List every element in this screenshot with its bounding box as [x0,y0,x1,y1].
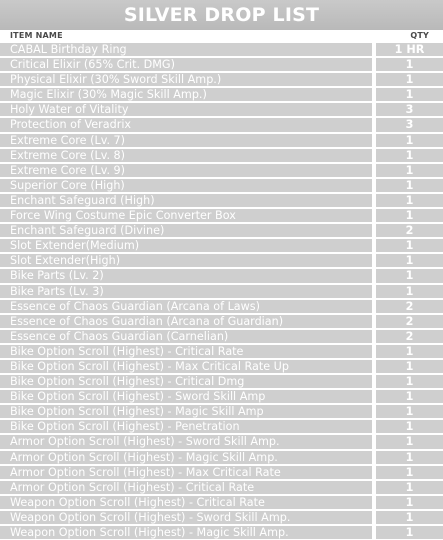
item-qty-cell [376,239,443,252]
item-qty: 1 [405,420,414,434]
item-qty: 1 [405,405,414,419]
item-name-cell [0,511,372,524]
item-name: Weapon Option Scroll (Highest) - Sword Skill Amp. [10,510,291,524]
item-qty-cell [376,118,443,131]
item-name-cell [0,526,372,539]
list-item [0,299,443,314]
item-qty-cell [376,405,443,418]
item-name: Armor Option Scroll (Highest) - Max Critical Rate [10,465,281,479]
item-name-cell [0,360,372,373]
item-name: Bike Option Scroll (Highest) - Sword Skill Amp [10,390,266,404]
item-qty: 1 [405,465,414,479]
item-name: Holy Water of Vitality [10,103,129,117]
list-item [0,510,443,525]
item-qty: 1 [405,239,414,253]
item-qty-cell [376,43,443,56]
list-item [0,465,443,480]
item-name-cell [0,285,372,298]
item-name: Extreme Core (Lv. 9) [10,163,126,177]
item-name-cell [0,58,372,71]
item-name: Bike Option Scroll (Highest) - Critical Rate [10,344,244,358]
item-qty-cell [376,511,443,524]
item-qty-cell [376,315,443,328]
item-name-cell [0,88,372,101]
item-qty-cell [376,451,443,464]
item-name-cell [0,315,372,328]
item-qty: 1 HR [394,43,425,56]
item-name: Essence of Chaos Guardian (Carnelian) [10,329,229,343]
item-name-cell [0,179,372,192]
item-qty: 1 [405,163,414,177]
item-name: Armor Option Scroll (Highest) - Sword Skill Amp. [10,435,280,449]
item-qty-cell [376,88,443,101]
item-name-cell [0,209,372,222]
item-name-cell [0,43,372,56]
item-name-cell [0,239,372,252]
item-name: Enchant Safeguard (High) [10,193,155,207]
item-qty-cell [376,360,443,373]
item-qty: 1 [405,510,414,524]
item-name: CABAL Birthday Ring [10,43,127,56]
list-item [0,208,443,223]
item-qty-cell [376,526,443,539]
list-item [0,374,443,389]
list-item [0,495,443,510]
item-qty-cell [376,345,443,358]
item-name-cell [0,164,372,177]
item-qty: 1 [405,375,414,389]
item-qty: 1 [405,148,414,162]
item-qty: 2 [405,314,414,328]
item-qty-cell [376,209,443,222]
item-name-cell [0,390,372,403]
list-item [0,133,443,148]
list-item [0,404,443,419]
item-qty-cell [376,134,443,147]
item-name: Bike Option Scroll (Highest) - Max Critical Rate Up [10,359,289,373]
list-item [0,163,443,178]
item-qty: 1 [405,435,414,449]
item-qty-cell [376,149,443,162]
list-item [0,359,443,374]
item-qty: 1 [405,133,414,147]
item-name: Bike Option Scroll (Highest) - Critical Dmg [10,375,245,389]
item-name: Protection of Veradrix [10,118,132,132]
item-name: Enchant Safeguard (Divine) [10,224,165,238]
item-qty-cell [376,194,443,207]
item-name: Armor Option Scroll (Highest) - Critical Rate [10,480,255,494]
list-item [0,102,443,117]
item-qty: 1 [405,73,414,87]
item-name: Magic Elixir (30% Magic Skill Amp.) [10,88,207,102]
list-item [0,87,443,102]
list-item [0,434,443,449]
item-name: Superior Core (High) [10,178,125,192]
list-item [0,253,443,268]
item-qty: 1 [405,344,414,358]
item-qty-cell [376,254,443,267]
list-item [0,268,443,283]
item-name-cell [0,345,372,358]
item-qty: 1 [405,254,414,268]
list-item [0,57,443,72]
item-qty-cell [376,224,443,237]
item-name: Bike Option Scroll (Highest) - Penetration [10,420,240,434]
item-qty-cell [376,420,443,433]
item-qty: 1 [405,193,414,207]
item-qty: 1 [405,269,414,283]
item-name-cell [0,330,372,343]
item-qty: 2 [405,329,414,343]
item-name-cell [0,103,372,116]
list-item [0,314,443,329]
list-item [0,480,443,495]
item-qty-cell [376,164,443,177]
item-qty-cell [376,58,443,71]
list-item [0,42,443,57]
list-item [0,72,443,87]
item-qty-cell [376,496,443,509]
column-header [0,30,443,42]
item-name: Extreme Core (Lv. 7) [10,133,126,147]
page-title: SILVER DROP LIST [123,4,320,26]
list-item [0,117,443,132]
list-item [0,525,443,540]
item-qty-cell [376,179,443,192]
item-qty: 1 [405,526,414,539]
item-name: Slot Extender(High) [10,254,121,268]
list-item [0,238,443,253]
item-name: Physical Elixir (30% Sword Skill Amp.) [10,73,222,87]
item-qty-cell [376,390,443,403]
list-item [0,284,443,299]
item-name: Essence of Chaos Guardian (Arcana of Laws) [10,299,260,313]
item-qty-cell [376,285,443,298]
item-qty: 3 [405,118,414,132]
list-item [0,450,443,465]
list-item [0,223,443,238]
item-name-cell [0,149,372,162]
item-qty: 1 [405,495,414,509]
item-name-cell [0,375,372,388]
item-qty-cell [376,330,443,343]
item-qty: 1 [405,58,414,72]
item-name-cell [0,405,372,418]
item-qty-cell [376,435,443,448]
item-name-cell [0,420,372,433]
item-qty: 1 [405,209,414,223]
item-name: Critical Elixir (65% Crit. DMG) [10,58,175,72]
item-name: Armor Option Scroll (Highest) - Magic Skill Amp. [10,450,278,464]
list-item [0,344,443,359]
item-qty-cell [376,300,443,313]
item-name: Weapon Option Scroll (Highest) - Magic Skill Amp. [10,526,289,539]
item-qty: 1 [405,450,414,464]
item-qty-cell [376,73,443,86]
item-name: Weapon Option Scroll (Highest) - Critical Rate [10,495,265,509]
item-name: Bike Option Scroll (Highest) - Magic Skill Amp [10,405,264,419]
list-item [0,148,443,163]
title-bar [0,0,443,30]
item-name-cell [0,300,372,313]
item-qty-cell [376,375,443,388]
qty-column-header: QTY [410,31,429,40]
item-name: Bike Parts (Lv. 3) [10,284,104,298]
item-name: Essence of Chaos Guardian (Arcana of Guardian) [10,314,284,328]
item-name-cell [0,496,372,509]
list-item [0,419,443,434]
item-name-cell [0,481,372,494]
item-qty-cell [376,103,443,116]
item-list [0,42,443,540]
list-item [0,389,443,404]
item-name-cell [0,435,372,448]
item-name-cell [0,466,372,479]
item-qty-cell [376,481,443,494]
item-qty: 1 [405,178,414,192]
item-name: Extreme Core (Lv. 8) [10,148,126,162]
item-qty: 1 [405,390,414,404]
item-qty: 1 [405,480,414,494]
item-name-cell [0,224,372,237]
item-name-cell [0,451,372,464]
item-name: Force Wing Costume Epic Converter Box [10,209,236,223]
item-name-cell [0,73,372,86]
item-qty: 1 [405,284,414,298]
item-qty: 2 [405,299,414,313]
item-name-column-header: ITEM NAME [10,31,63,40]
item-qty-cell [376,466,443,479]
item-qty-cell [376,269,443,282]
item-name-cell [0,254,372,267]
item-name: Slot Extender(Medium) [10,239,140,253]
item-name-cell [0,194,372,207]
list-item [0,178,443,193]
item-qty: 3 [405,103,414,117]
item-name: Bike Parts (Lv. 2) [10,269,104,283]
list-item [0,329,443,344]
list-item [0,193,443,208]
item-qty: 1 [405,359,414,373]
item-name-cell [0,269,372,282]
item-name-cell [0,134,372,147]
item-name-cell [0,118,372,131]
item-qty: 1 [405,88,414,102]
item-qty: 2 [405,224,414,238]
